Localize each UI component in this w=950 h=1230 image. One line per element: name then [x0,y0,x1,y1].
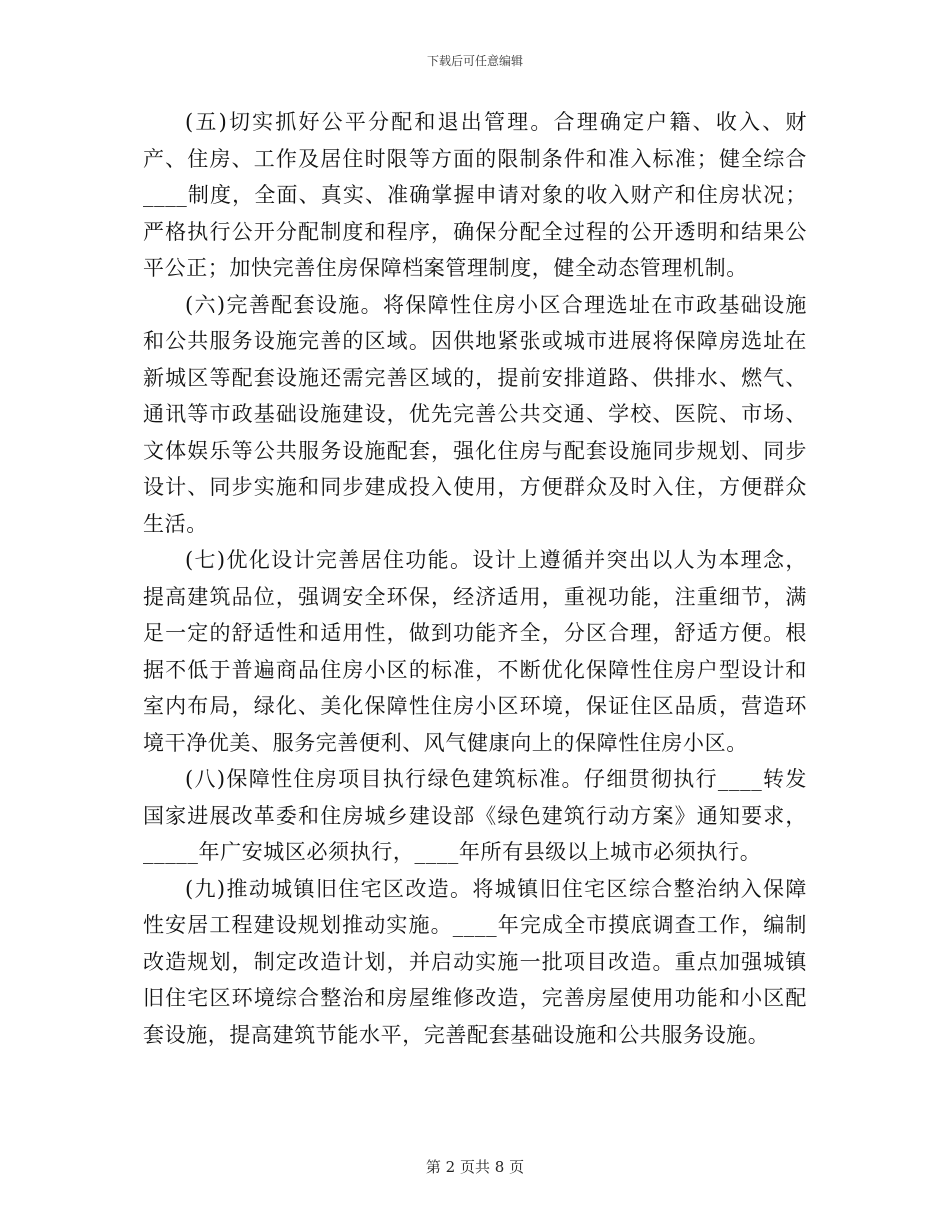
paragraph-8: (八)保障性住房项目执行绿色建筑标准。仔细贯彻执行____转发国家进展改革委和住房城乡建设部《绿色建筑行动方案》通知要求，_____年广安城区必须执行，____年所有县级以上城市必须执行。 [143,767,807,864]
paragraph-7: (七)优化设计完善居住功能。设计上遵循并突出以人为本理念，提高建筑品位，强调安全环保，经济适用，重视功能，注重细节，满足一定的舒适性和适用性，做到功能齐全，分区合理，舒适方便。根据不低于普遍商品住房小区的标准，不断优化保障性住房户型设计和室内布局，绿化、美化保障性住房小区环境，保证住区品质，营造环境干净优美、服务完善便利、风气健康向上的保障性住房小区。 [143,548,807,755]
document-body [143,104,807,1053]
page-number-footer: 第 2 页共 8 页 [425,1158,525,1176]
paragraph-5: (五)切实抓好公平分配和退出管理。合理确定户籍、收入、财产、住房、工作及居住时限等方面的限制条件和准入标准；健全综合____制度，全面、真实、准确掌握申请对象的收入财产和住房状况；严格执行公开分配制度和程序，确保分配全过程的公开透明和结果公平公正；加快完善住房保障档案管理制度，健全动态管理机制。 [143,110,807,280]
paragraph-6: (六)完善配套设施。将保障性住房小区合理选址在市政基础设施和公共服务设施完善的区域。因供地紧张或城市进展将保障房选址在新城区等配套设施还需完善区域的，提前安排道路、供排水、燃气、通讯等市政基础设施建设，优先完善公共交通、学校、医院、市场、文体娱乐等公共服务设施配套，强化住房与配套设施同步规划、同步设计、同步实施和同步建成投入使用，方便群众及时入住，方便群众生活。 [143,292,807,536]
page-header-note: 下载后可任意编辑 [426,54,523,68]
paragraph-9: (九)推动城镇旧住宅区改造。将城镇旧住宅区综合整治纳入保障性安居工程建设规划推动实施。____年完成全市摸底调查工作，编制改造规划，制定改造计划，并启动实施一批项目改造。重点加强城镇旧住宅区环境综合整治和房屋维修改造，完善房屋使用功能和小区配套设施，提高建筑节能水平，完善配套基础设施和公共服务设施。 [143,876,807,1047]
